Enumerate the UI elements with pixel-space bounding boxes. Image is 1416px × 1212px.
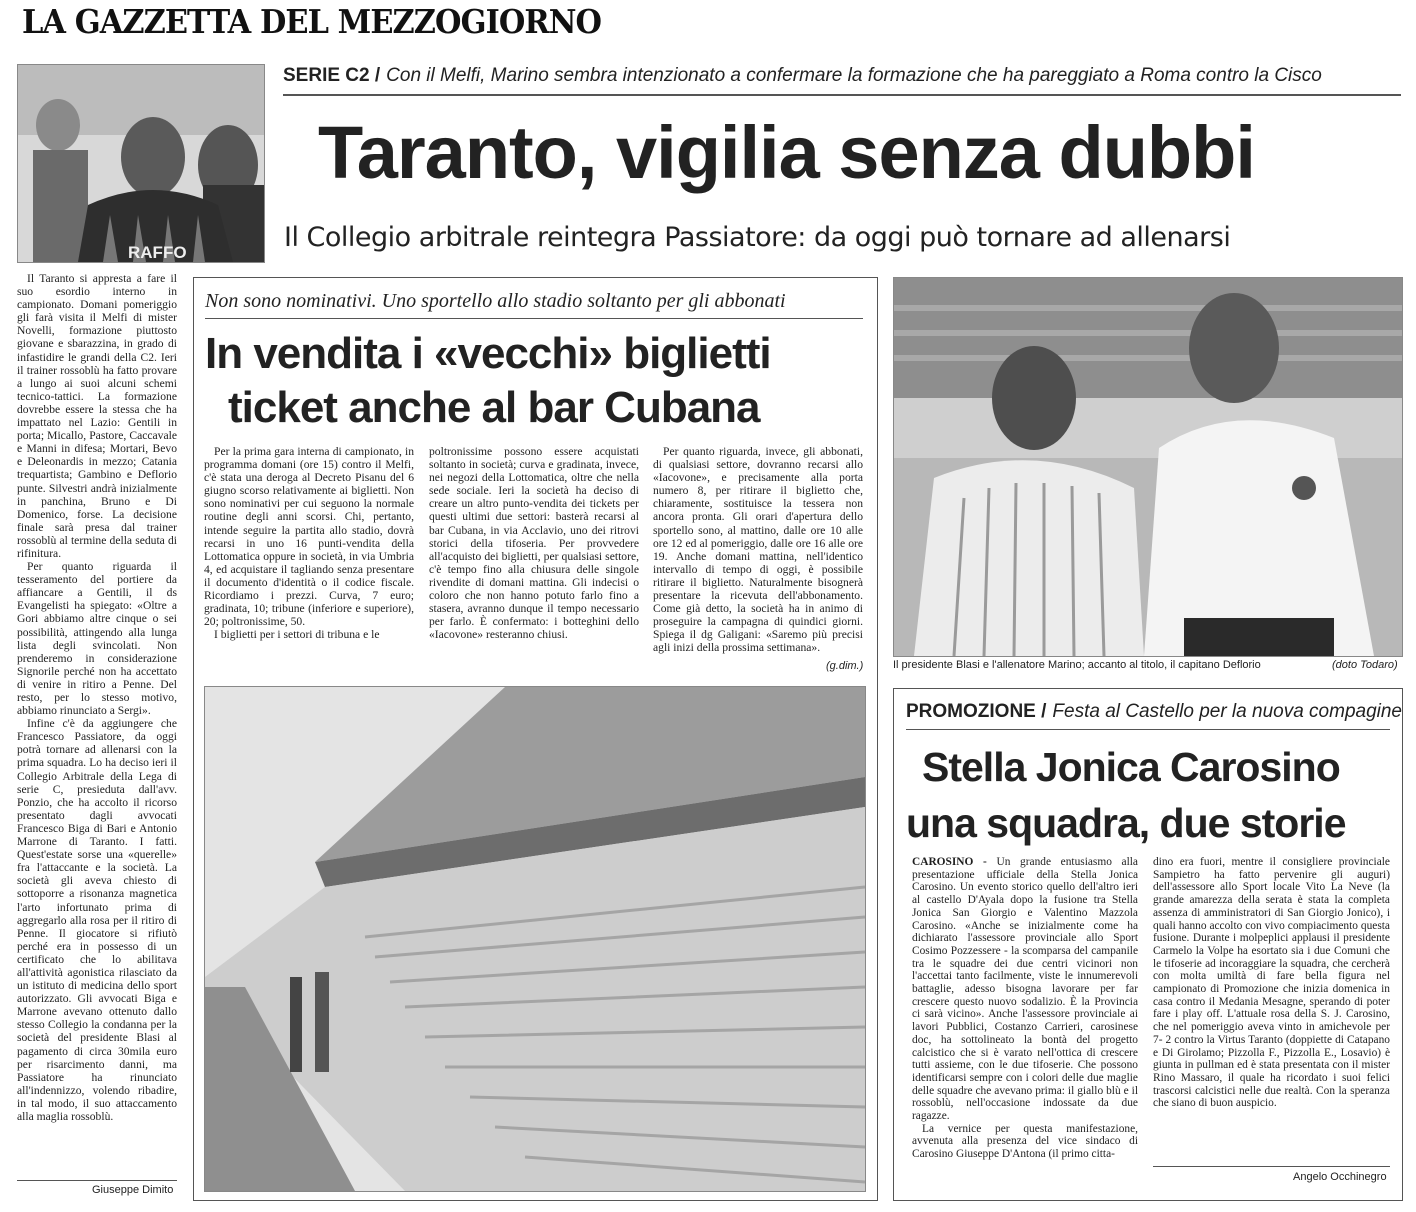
tickets-col-3 [653,445,863,661]
promozione-dateline: CAROSINO - [912,856,987,868]
player-photo [17,64,265,263]
main-article-paragraph: Il Taranto si appresta a fare il suo esordio interno in campionato. Domani pomeriggio gli farà visita il Melfi di mister Novelli, formazione piuttosto giovane e sbarazzina, in grado di infastidire le grandi della C2. Ieri il trainer rossoblù ha fatto provare a lungo ai suoi alcuni schemi tecnico-tattici. La formazione dovrebbe essere la stessa che ha impattato nel Lazio: Gentili in porta; Micallo, Pastore, Caccavale e Manni in difesa; Mortari, Bevo e Deleonardis in mezzo; Catania trequartista; Gambino e Deflorio punte. Silvestri andrà inizialmente in panchina, Bruno e Di Domenico, forse. La decisione finale sarà presa dal trainer rossoblù al termine della seduta di rifinitura. [17,272,177,560]
tickets-headline-line2: ticket anche al bar Cubana [228,383,760,432]
tickets-paragraph: poltronissime possono essere acquistati soltanto in società; curva e gradinata, invece, nei negozi della Lottomatica, oltre che nella sede sociale. Ieri la società ha deciso di creare un altro punto-vendita dei tickets per questi ultimi due settori: basterà recarsi al bar Cubana, in via Acclavio, uno dei ritrovi storici della tifoseria. Per provvedere all'acquisto dei biglietti, per qualsiasi settore, c'è tempo fino alla chiusura delle singole rivendite di domani mattina. Gli indecisi o coloro che non hanno potuto farlo fino a stasera, avranno dunque il tempo necessario per farlo. È confermato: i botteghini dello «Iacovone» resteranno chiusi. [429,445,639,642]
tickets-headline-line1: In vendita i «vecchi» biglietti [205,329,771,378]
photo-caption: Il presidente Blasi e l'allenatore Marino; accanto al titolo, il capitano Deflorio [893,659,1261,671]
main-kicker-rule [283,94,1401,96]
tickets-col-2 [429,445,639,673]
tickets-paragraph: Per la prima gara interna di campionato, in programma domani (ore 15) contro il Melfi, c'è stata una deroga al Decreto Pisanu del 6 giugno scorso relativamente ai biglietti. Non sono nominativi per cui seguono la normale routine degli anni scorsi. Chi, pertanto, intende seguire la partita allo stadio, dovrà recarsi in uno 16 punti-vendita della Lottomatica oppure in società, in via Umbria 4, ed acquistare il tagliando senza presentare il documento d'identità o il codice fiscale. Ricordiamo i prezzi. Curva, 7 euro; gradinata, 10; tribune (inferiore e superiore), 20; poltronissime, 50. [204,445,414,629]
promozione-paragraph: La vernice per questa manifestazione, avvenuta alla presenza del vice sindaco di Carosino Giuseppe D'Antona (il primo citta- [912,1122,1138,1161]
promozione-headline-line2: una squadra, due storie [906,800,1346,846]
promozione-col-1 [912,856,1138,1188]
main-byline: Giuseppe Dimito [92,1184,174,1196]
promozione-byline-rule [1153,1166,1390,1167]
promozione-kicker-section: PROMOZIONE / [906,701,1047,722]
photo-credit: (doto Todaro) [1332,659,1398,671]
promozione-lead-text: Un grande entusiasmo alla presentazione ufficiale della Stella Jonica Carosino. Un evento storico quello dell'altro ieri al castello D'Ayala dopo la fusione tra Stella Jonica San Giorgio e Valentino Mazzola Carosino. «Anche se inizialmente come ha dichiarato l'assessore provinciale allo Sport Cosimo Pozzessere - la scomparsa del campanile tra le squadre dei due centri vicinori non l'accettai tanto facilmente, viste le innumerevoli battaglie, adesso bisogna lavorare per far crescere questo nuovo sodalizio. È la Provincia ci sarà vicino». Anche l'assessore provinciale ai lavori Pubblici, Costanzo Carrieri, carosinese doc, ha sottolineato la bontà del progetto calcistico che si è varato nell'ottica di crescere tutti assieme, con le due tifoserie. Che possono identificarsi sempre con i colori delle due maglie delle squadre che avevano prima: il giallo blù e il rossoblù, nell'occasione indossate da due ragazze. [912,856,1138,1123]
main-kicker-text: Con il Melfi, Marino sembra intenzionato a confermare la formazione che ha pareggiato a Roma contro la Cisco [386,65,1322,86]
main-article-paragraph: Infine c'è da aggiungere che Francesco Passiatore, da oggi potrà tornare ad allenarsi con la prima squadra. Lo ha deciso ieri il Collegio Arbitrale della Lega di serie C, presieduta dall'avv. Ponzio, che ha accolto il ricorso presentato dagli avvocati Francesco Biga di Bari e Antonio Marrone di Taranto. I fatti. Quest'estate sorse una «querelle» fra l'attaccante e la società. La società gli aveva chiesto di sottoporre a risonanza magnetica l'arto infortunato prima di aggregarlo alla rosa per il ritiro di Penne. Il giocatore si rifiutò perché era in possesso di un certificato che lo abilitava all'attività agonistica rilasciato da un istituto di medicina dello sport autorizzato. Gli avvocati Biga e Marrone avevano ottenuto dallo stesso Collegio la condanna per la società del presidente Blasi al pagamento di circa 30mila euro per risarcimento danni, ma Passiatore ha rinunciato all'indennizzo, volendo ribadire, in tal modo, il suo attaccamento alla maglia rossoblù. [17,717,177,1123]
main-article-body [17,272,177,1178]
masthead: LA GAZZETTA DEL MEZZOGIORNO [22,2,602,41]
main-article-paragraph: Per quanto riguarda il tesseramento del portiere da affiancare a Gentili, il ds Evangelisti ha spiegato: «Oltre a Gori abbiamo altre cinque o sei possibilità, attingendo alla lunga lista degli svincolati. Non prenderemo in considerazione Signorile perché non ha accettato di venire in ritiro a Penne. Del resto, per lo stesso motivo, abbiamo rinunciato a Sergi». [17,560,177,718]
promozione-kicker-text: Festa al Castello per la nuova compagine [1052,701,1402,722]
main-byline-rule [17,1180,177,1181]
shirt-sponsor-text: RAFFO [128,243,187,262]
tickets-col-1 [204,445,414,673]
tickets-kicker: Non sono nominativi. Uno sportello allo stadio soltanto per gli abbonati [205,290,786,312]
promozione-byline: Angelo Occhinegro [1293,1171,1387,1183]
tickets-paragraph: Per quanto riguarda, invece, gli abbonati, di qualsiasi settore, dovranno recarsi allo «Iacovone», e precisamente alla porta numero 8, per ritirare il biglietto che, chiaramente, sostituisce la tessera non ancora pronta. Gli orari d'apertura dello sportello sono, al mattino, dalle ore 10 alle ore 12 ed al pomeriggio, dalle ore 16 alle ore 19. Anche domani mattina, nell'identico intervallo di tempo di oggi, è possibile ritirare il biglietto. Naturalmente bisognerà presentare la ricevuta dell'abbonamento. Come già detto, la società ha in animo di proseguire la campagna di quindici giorni. Spiega il dg Galigani: «Saremo più precisi agli inizi della prossima settimana». [653,445,863,655]
promozione-kicker [906,701,1402,723]
main-headline: Taranto, vigilia senza dubbi [318,111,1255,194]
main-kicker [283,65,1322,87]
stadium-photo [204,686,866,1192]
promozione-col-2 [1153,856,1390,1164]
main-kicker-section: SERIE C2 / [283,65,381,86]
tickets-kicker-rule [205,318,863,319]
promozione-kicker-rule [906,729,1390,730]
promozione-paragraph: dino era fuori, mentre il consigliere provinciale Sampietro ha fatto pervenire gli auguri) dell'assessore allo Sport locale Vito La Neve (la grande amarezza della serata è stata la completa assenza di amministratori di San Giorgio Jonico), i quali hanno accolto con vivo compiacimento questa fusione. Durante i molpeplici applausi il presidente Carmelo la Volpe ha esortato sia i due Comuni che le tifoserie ad incoraggiare la squadra, che cercherà con molta umiltà di fare bella figura nel campionato di Promozione che inizia domenica in casa contro il Medania Mesagne, sperando di poter fare i play off. L'attuale rosa della S. J. Carosino, che nel pomeriggio aveva vinto in amichevole per 7- 2 contro la Virtus Taranto (doppiette di Catapano e Di Girolamo; Pizzolla F., Pizzolla E., Losavio) è giunta in pullman ed è stata presentata con il mister Rino Massaro, il quale ha ricordato i suoi felici trascorsi calcistici nelle due realtà. Con la speranza che siano di buon auspicio. [1153,856,1390,1110]
tickets-paragraph: I biglietti per i settori di tribuna e le [214,628,380,642]
blasi-marino-photo [893,277,1403,657]
promozione-paragraph [912,856,1138,1123]
promozione-headline-line1: Stella Jonica Carosino [922,744,1340,790]
tickets-signature: (g.dim.) [826,660,864,672]
main-subhead: Il Collegio arbitrale reintegra Passiatore: da oggi può tornare ad allenarsi [284,222,1231,253]
